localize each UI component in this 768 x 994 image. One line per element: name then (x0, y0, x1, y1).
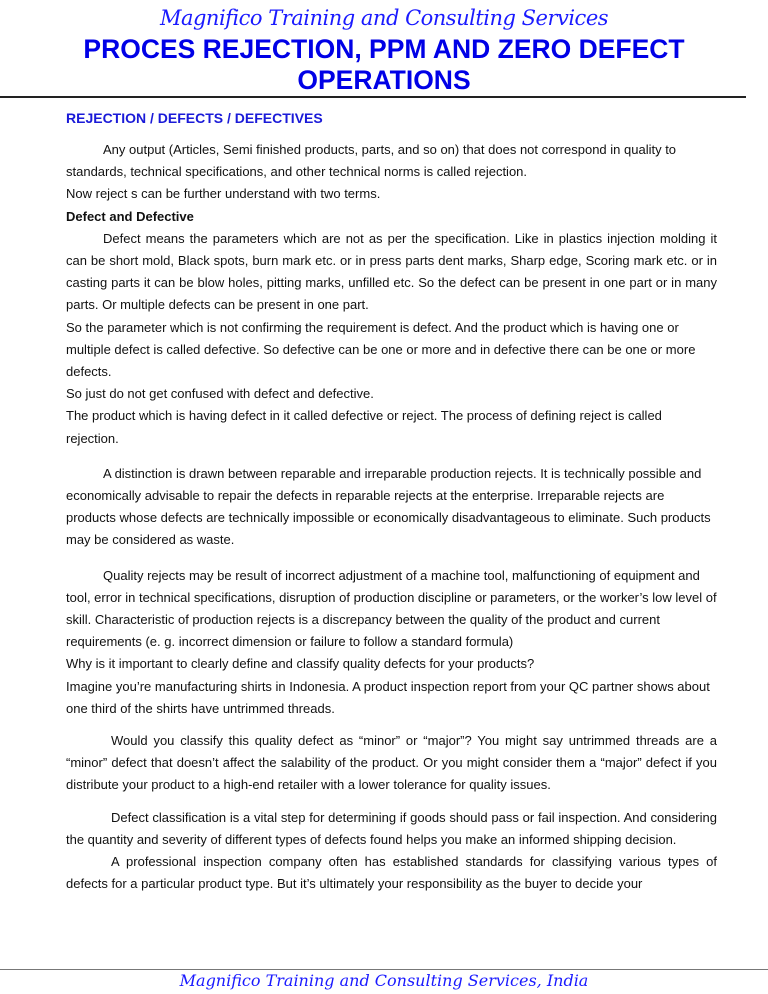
paragraph: Defect classification is a vital step for determining if goods should pass or fail inspection. And considering the quantity and severity of different types of defects found helps you make an informed shipping decision. (66, 809, 717, 847)
paragraph: So the parameter which is not confirming the requirement is defect. And the product which is having one or multiple defect is called defective. So defective can be one or more and in defective there can be one or more defects. (66, 319, 696, 380)
footer-divider (0, 969, 768, 970)
paragraph: Now reject s can be further understand with two terms. (66, 186, 381, 202)
paragraph: Any output (Articles, Semi finished products, parts, and so on) that does not correspond in quality to standards, technical specifications, and other technical norms is called rejection. (66, 142, 677, 180)
footer-brand: Magnifico Training and Consulting Services, India (179, 971, 589, 990)
paragraph: Quality rejects may be result of incorrect adjustment of a machine tool, malfunctioning of equipment and tool, error in technical specifications, disruption of production discipline or parameters, or the worker’s low level of skill. Characteristic of production rejects is a discrepancy between the quality of the product and current requirements (e. g. incorrect dimension or failure to follow a standard formula) (66, 567, 717, 650)
paragraph: Why is it important to clearly define and classify quality defects for your products? (66, 656, 535, 672)
section-heading: REJECTION / DEFECTS / DEFECTIVES (66, 110, 323, 126)
paragraph: A professional inspection company often has established standards for classifying various types of defects for a particular product type. But it’s ultimately your responsibility as the buyer to decide your (66, 854, 717, 892)
subheading: Defect and Defective (66, 208, 194, 224)
paragraph: Defect means the parameters which are not as per the specification. Like in plastics injection molding it can be short mold, Black spots, burn mark etc. or in press parts dent marks, Sharp edge, Scoring mark etc. or in casting parts it can be blow holes, pitting marks, unfilled etc. So the defect can be present in one part or in many parts. Or multiple defects can be present in one part. (66, 230, 717, 313)
page-title: PROCES REJECTION, PPM AND ZERO DEFECT OPERATIONS (83, 34, 685, 95)
paragraph: A distinction is drawn between reparable and irreparable production rejects. It is technically possible and economically advisable to repair the defects in reparable rejects at the enterprise. Irreparable rejects are products whose defects are technically impossible or economically disadvantageous to eliminate. Such products may be considered as waste. (66, 465, 711, 548)
header-brand: Magnifico Training and Consulting Services (159, 6, 609, 30)
document-body (66, 107, 717, 896)
paragraph: So just do not get confused with defect and defective. (66, 386, 374, 402)
paragraph: The product which is having defect in it called defective or reject. The process of defining reject is called rejection. (66, 408, 662, 446)
paragraph: Imagine you’re manufacturing shirts in Indonesia. A product inspection report from your QC partner shows about one third of the shirts have untrimmed threads. (66, 678, 710, 716)
header-divider (0, 96, 746, 98)
paragraph: Would you classify this quality defect as “minor” or “major”? You might say untrimmed threads are a “minor” defect that doesn’t affect the salability of the product. Or you might consider them a “major” defect if you distribute your product to a high-end retailer with a lower tolerance for quality issues. (66, 733, 717, 793)
